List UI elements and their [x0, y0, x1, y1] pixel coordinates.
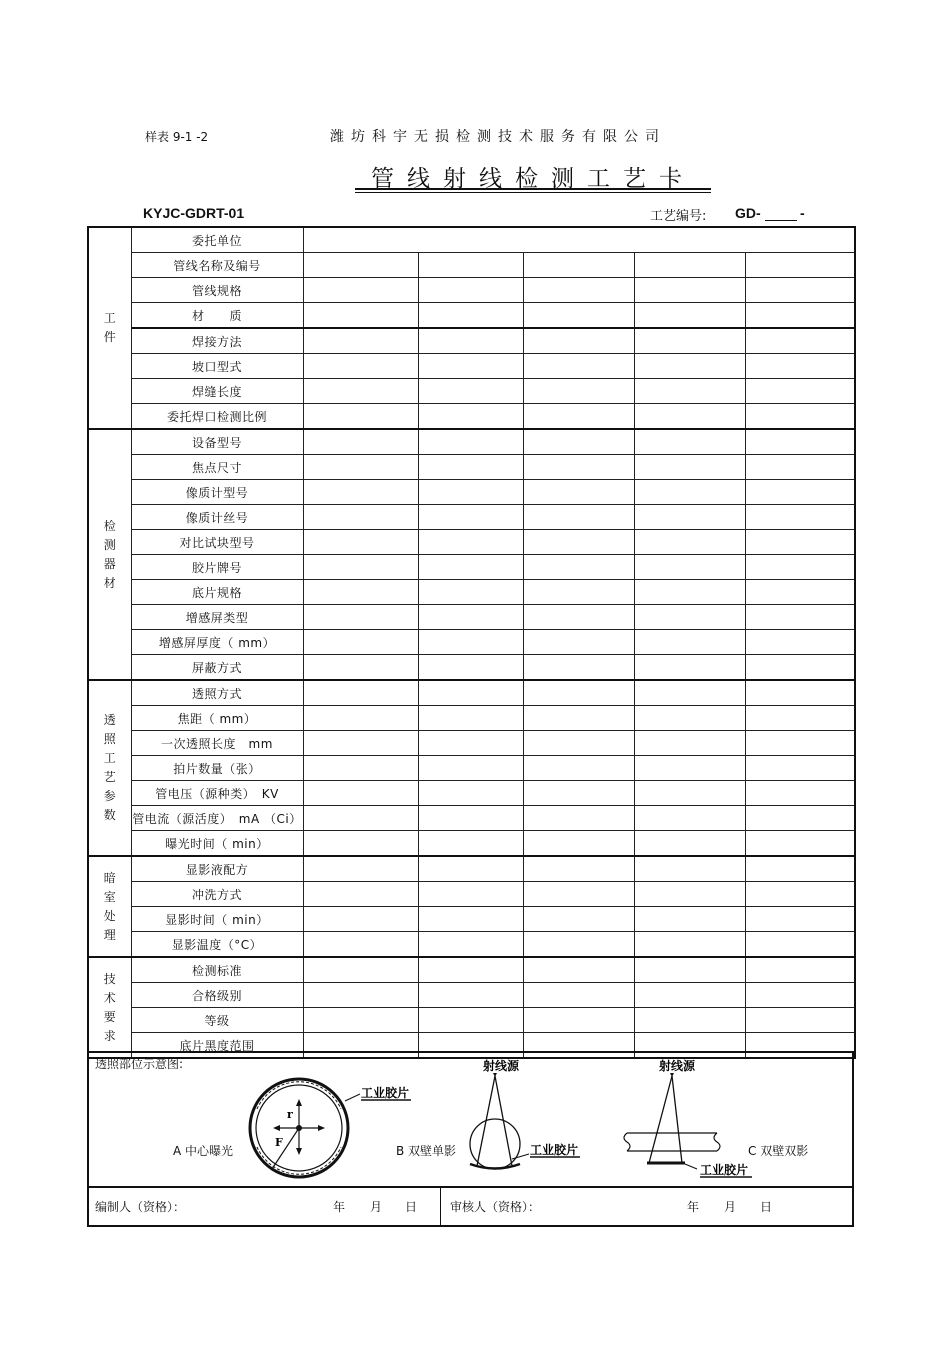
table-row: [88, 530, 855, 555]
value-cell[interactable]: [418, 505, 523, 530]
table-row: [88, 328, 855, 354]
row-label: 等级: [131, 1008, 303, 1033]
table-row: [88, 882, 855, 907]
value-cell[interactable]: [745, 505, 855, 530]
table-row: [88, 806, 855, 831]
value-cell[interactable]: [418, 856, 523, 882]
row-label: 底片规格: [131, 580, 303, 605]
value-cell[interactable]: [303, 706, 418, 731]
value-cell[interactable]: [634, 379, 745, 404]
value-cell[interactable]: [745, 756, 855, 781]
table-row: [88, 580, 855, 605]
value-cell[interactable]: [303, 328, 418, 354]
value-cell[interactable]: [418, 630, 523, 655]
table-row: [88, 706, 855, 731]
table-row: [88, 932, 855, 958]
table-row: [88, 983, 855, 1008]
radius-label: r: [287, 1108, 293, 1121]
value-cell[interactable]: [634, 856, 745, 882]
value-cell[interactable]: [418, 429, 523, 455]
value-cell[interactable]: [745, 404, 855, 430]
value-cell[interactable]: [418, 530, 523, 555]
value-cell[interactable]: [523, 630, 634, 655]
value-cell[interactable]: [303, 455, 418, 480]
value-cell[interactable]: [634, 806, 745, 831]
document-code: KYJC-GDRT-01: [143, 205, 245, 221]
title-underline-thin: [355, 192, 711, 193]
arrow-left-icon: [273, 1125, 280, 1131]
table-row: [88, 856, 855, 882]
reviewed-day-label: 日: [760, 1200, 773, 1214]
process-card-table: [87, 226, 856, 1059]
value-cell[interactable]: [303, 932, 418, 958]
value-cell[interactable]: [745, 983, 855, 1008]
value-cell[interactable]: [418, 756, 523, 781]
row-label: 管线规格: [131, 278, 303, 303]
value-cell[interactable]: [745, 630, 855, 655]
value-cell[interactable]: [303, 429, 418, 455]
value-cell[interactable]: [523, 379, 634, 404]
value-cell[interactable]: [418, 957, 523, 983]
table-row: [88, 253, 855, 278]
diagram-caption: 透照部位示意图:: [95, 1057, 184, 1071]
row-label: 曝光时间（ min）: [131, 831, 303, 857]
value-cell[interactable]: [523, 429, 634, 455]
value-cell[interactable]: [303, 806, 418, 831]
value-cell[interactable]: [523, 932, 634, 958]
row-label: 冲洗方式: [131, 882, 303, 907]
value-cell[interactable]: [745, 907, 855, 932]
value-cell[interactable]: [634, 505, 745, 530]
table-row: [88, 781, 855, 806]
value-cell[interactable]: [634, 731, 745, 756]
diagram-a-center-exposure: [250, 1079, 411, 1177]
pipe-section-b: [470, 1119, 520, 1169]
row-label: 显影时间（ min）: [131, 907, 303, 932]
value-cell[interactable]: [745, 480, 855, 505]
value-cell[interactable]: [418, 328, 523, 354]
film-label-a: 工业胶片: [361, 1086, 410, 1100]
value-cell[interactable]: [523, 605, 634, 630]
table-row: [88, 756, 855, 781]
process-number-prefix: GD-: [735, 205, 761, 221]
value-cell[interactable]: [303, 530, 418, 555]
value-cell[interactable]: [523, 580, 634, 605]
value-cell[interactable]: [523, 530, 634, 555]
value-cell[interactable]: [745, 932, 855, 958]
table-row: [88, 404, 855, 430]
value-cell[interactable]: [523, 655, 634, 681]
value-cell[interactable]: [634, 957, 745, 983]
value-cell[interactable]: [745, 605, 855, 630]
value-cell[interactable]: [634, 1008, 745, 1033]
value-cell[interactable]: [523, 957, 634, 983]
exposure-diagrams: [87, 1051, 850, 1184]
section-group-label: 工 件: [88, 227, 131, 429]
value-cell[interactable]: [418, 1008, 523, 1033]
caption-b: B 双壁单影: [396, 1144, 457, 1158]
value-cell[interactable]: [523, 480, 634, 505]
value-cell[interactable]: [418, 680, 523, 706]
prepared-month-label: 月: [370, 1200, 383, 1214]
table-row: [88, 379, 855, 404]
value-cell[interactable]: [745, 530, 855, 555]
value-cell[interactable]: [523, 781, 634, 806]
value-cell[interactable]: [523, 731, 634, 756]
value-cell[interactable]: [634, 605, 745, 630]
row-label: 坡口型式: [131, 354, 303, 379]
row-label: 合格级别: [131, 983, 303, 1008]
value-cell[interactable]: [303, 303, 418, 329]
section-group-label: 暗 室 处 理: [88, 856, 131, 957]
value-cell[interactable]: [418, 781, 523, 806]
value-cell[interactable]: [745, 580, 855, 605]
value-cell[interactable]: [418, 655, 523, 681]
value-cell[interactable]: [523, 278, 634, 303]
value-cell[interactable]: [523, 907, 634, 932]
table-row: [88, 731, 855, 756]
row-label: 委托单位: [131, 227, 303, 253]
value-cell[interactable]: [745, 882, 855, 907]
prepared-day-label: 日: [405, 1200, 418, 1214]
row-label: 透照方式: [131, 680, 303, 706]
row-label: 显影液配方: [131, 856, 303, 882]
reviewed-by-label: 审核人（资格）：: [450, 1200, 541, 1214]
value-cell[interactable]: [418, 404, 523, 430]
value-cell[interactable]: [303, 655, 418, 681]
value-cell[interactable]: [745, 655, 855, 681]
value-cell[interactable]: [634, 455, 745, 480]
value-cell[interactable]: [523, 706, 634, 731]
value-cell[interactable]: [418, 605, 523, 630]
value-cell[interactable]: [303, 555, 418, 580]
value-cell[interactable]: [418, 455, 523, 480]
value-cell[interactable]: [303, 480, 418, 505]
value-cell[interactable]: [523, 680, 634, 706]
table-row: [88, 655, 855, 681]
value-cell[interactable]: [523, 455, 634, 480]
source-label-c: 射线源: [659, 1059, 696, 1073]
value-cell[interactable]: [634, 655, 745, 681]
value-cell[interactable]: [418, 706, 523, 731]
value-cell[interactable]: [303, 580, 418, 605]
value-cell[interactable]: [303, 680, 418, 706]
table-row: [88, 680, 855, 706]
value-cell[interactable]: [745, 303, 855, 329]
row-label: 拍片数量（张）: [131, 756, 303, 781]
value-cell[interactable]: [745, 831, 855, 857]
value-cell[interactable]: [634, 480, 745, 505]
value-cell[interactable]: [634, 932, 745, 958]
value-cell[interactable]: [303, 831, 418, 857]
table-row: [88, 278, 855, 303]
value-cell[interactable]: [745, 555, 855, 580]
value-cell[interactable]: [303, 605, 418, 630]
table-row: [88, 555, 855, 580]
arrow-up-icon: [296, 1099, 302, 1106]
table-row: [88, 227, 855, 253]
row-label: 像质计丝号: [131, 505, 303, 530]
table-row: [88, 957, 855, 983]
value-cell[interactable]: [418, 379, 523, 404]
value-cell[interactable]: [523, 1008, 634, 1033]
row-label: 一次透照长度 mm: [131, 731, 303, 756]
row-label: 增感屏厚度（ mm）: [131, 630, 303, 655]
row-label: 设备型号: [131, 429, 303, 455]
film-label-c: 工业胶片: [700, 1163, 749, 1177]
row-label: 管线名称及编号: [131, 253, 303, 278]
value-cell[interactable]: [745, 455, 855, 480]
value-cell[interactable]: [634, 756, 745, 781]
row-label: 材 质: [131, 303, 303, 329]
value-cell[interactable]: [634, 354, 745, 379]
value-cell[interactable]: [303, 731, 418, 756]
table-row: [88, 1008, 855, 1033]
value-cell[interactable]: [634, 429, 745, 455]
row-label: 管电压（源种类） KV: [131, 781, 303, 806]
table-row: [88, 505, 855, 530]
value-cell[interactable]: [303, 983, 418, 1008]
value-cell[interactable]: [634, 983, 745, 1008]
value-cell[interactable]: [523, 354, 634, 379]
value-cell[interactable]: [303, 379, 418, 404]
value-cell[interactable]: [745, 806, 855, 831]
value-cell[interactable]: [418, 731, 523, 756]
value-cell[interactable]: [303, 957, 418, 983]
value-cell[interactable]: [418, 480, 523, 505]
value-cell[interactable]: [634, 580, 745, 605]
value-cell[interactable]: [634, 882, 745, 907]
value-cell[interactable]: [303, 505, 418, 530]
reviewed-year-label: 年: [687, 1200, 700, 1214]
value-cell[interactable]: [418, 983, 523, 1008]
value-cell[interactable]: [634, 831, 745, 857]
source-label-b: 射线源: [483, 1059, 520, 1073]
arrow-right-icon: [318, 1125, 325, 1131]
prepared-year-label: 年: [333, 1200, 346, 1214]
value-cell[interactable]: [634, 253, 745, 278]
value-cell[interactable]: [303, 278, 418, 303]
value-cell[interactable]: [303, 781, 418, 806]
process-number-label: 工艺编号:: [650, 209, 707, 224]
sample-number: 样表 9-1 -2: [145, 130, 209, 144]
value-cell[interactable]: [634, 555, 745, 580]
table-row: [88, 303, 855, 329]
row-label: 焊接方法: [131, 328, 303, 354]
value-cell[interactable]: [523, 856, 634, 882]
section-group-label: 检 测 器 材: [88, 429, 131, 680]
row-label: 检测标准: [131, 957, 303, 983]
value-cell[interactable]: [523, 882, 634, 907]
row-label: 胶片牌号: [131, 555, 303, 580]
diagram-b-double-wall-single: [470, 1058, 580, 1169]
value-cell[interactable]: [745, 781, 855, 806]
caption-a: A 中心曝光: [173, 1144, 234, 1158]
table-row: [88, 605, 855, 630]
value-cell[interactable]: [303, 354, 418, 379]
value-cell[interactable]: [745, 957, 855, 983]
section-group-label: 透 照 工 艺 参 数: [88, 680, 131, 856]
signoff-divider: [440, 1187, 441, 1225]
value-cell[interactable]: [418, 831, 523, 857]
arrow-down-icon: [296, 1148, 302, 1155]
value-cell[interactable]: [745, 706, 855, 731]
value-cell[interactable]: [523, 505, 634, 530]
value-cell[interactable]: [523, 303, 634, 329]
value-cell[interactable]: [303, 1008, 418, 1033]
row-label: 屏蔽方式: [131, 655, 303, 681]
row-label: 焦点尺寸: [131, 455, 303, 480]
row-label: 管电流（源活度） mA （Ci）: [131, 806, 303, 831]
row-label: 焦距（ mm）: [131, 706, 303, 731]
value-cell[interactable]: [523, 404, 634, 430]
row-label: 像质计型号: [131, 480, 303, 505]
value-cell[interactable]: [523, 806, 634, 831]
prepared-by-label: 编制人（资格）：: [95, 1200, 186, 1214]
title-underline: [355, 188, 711, 190]
row-label: 对比试块型号: [131, 530, 303, 555]
value-cell[interactable]: [745, 278, 855, 303]
value-cell[interactable]: [523, 253, 634, 278]
value-cell[interactable]: [418, 354, 523, 379]
value-cell[interactable]: [634, 530, 745, 555]
value-cell[interactable]: [634, 630, 745, 655]
reviewed-month-label: 月: [724, 1200, 737, 1214]
value-cell[interactable]: [418, 580, 523, 605]
value-cell[interactable]: [634, 328, 745, 354]
value-cell[interactable]: [745, 328, 855, 354]
value-cell[interactable]: [634, 907, 745, 932]
table-row: [88, 354, 855, 379]
table-row: [88, 455, 855, 480]
value-cell[interactable]: [418, 278, 523, 303]
table-row: [88, 630, 855, 655]
value-cell[interactable]: [418, 253, 523, 278]
value-cell[interactable]: [418, 932, 523, 958]
film-label-b: 工业胶片: [530, 1143, 579, 1157]
value-cell[interactable]: [523, 831, 634, 857]
row-label: 底片黑度范围: [131, 1033, 303, 1059]
value-cell[interactable]: [303, 907, 418, 932]
value-cell[interactable]: [303, 882, 418, 907]
value-cell[interactable]: [303, 856, 418, 882]
value-cell[interactable]: [418, 907, 523, 932]
value-cell[interactable]: [303, 227, 855, 253]
value-cell[interactable]: [634, 303, 745, 329]
value-cell[interactable]: [745, 379, 855, 404]
table-row: [88, 480, 855, 505]
table-row: [88, 429, 855, 455]
process-number-suffix: -: [800, 205, 805, 221]
page-title: 管线射线检测工艺卡: [371, 166, 695, 192]
row-label: 显影温度（°C）: [131, 932, 303, 958]
value-cell[interactable]: [303, 253, 418, 278]
company-name: 潍坊科宇无损检测技术服务有限公司: [330, 129, 666, 145]
value-cell[interactable]: [303, 404, 418, 430]
value-cell[interactable]: [745, 429, 855, 455]
value-cell[interactable]: [418, 555, 523, 580]
value-cell[interactable]: [634, 781, 745, 806]
value-cell[interactable]: [634, 278, 745, 303]
value-cell[interactable]: [418, 882, 523, 907]
value-cell[interactable]: [523, 983, 634, 1008]
row-label: 焊缝长度: [131, 379, 303, 404]
value-cell[interactable]: [303, 630, 418, 655]
row-label: 增感屏类型: [131, 605, 303, 630]
value-cell[interactable]: [745, 253, 855, 278]
row-label: 委托焊口检测比例: [131, 404, 303, 430]
caption-c: C 双壁双影: [748, 1144, 809, 1158]
value-cell[interactable]: [634, 680, 745, 706]
table-row: [88, 831, 855, 857]
focal-label: F: [275, 1136, 283, 1149]
value-cell[interactable]: [418, 806, 523, 831]
value-cell[interactable]: [745, 1008, 855, 1033]
value-cell[interactable]: [745, 731, 855, 756]
value-cell[interactable]: [634, 706, 745, 731]
value-cell[interactable]: [523, 555, 634, 580]
section-group-label: 技 术 要 求: [88, 957, 131, 1058]
value-cell[interactable]: [634, 404, 745, 430]
value-cell[interactable]: [745, 680, 855, 706]
value-cell[interactable]: [523, 756, 634, 781]
value-cell[interactable]: [523, 328, 634, 354]
value-cell[interactable]: [303, 756, 418, 781]
table-row: [88, 907, 855, 932]
value-cell[interactable]: [745, 856, 855, 882]
value-cell[interactable]: [745, 354, 855, 379]
process-number-blank[interactable]: [765, 220, 797, 221]
value-cell[interactable]: [418, 303, 523, 329]
diagram-c-double-wall-double: [624, 1058, 752, 1177]
